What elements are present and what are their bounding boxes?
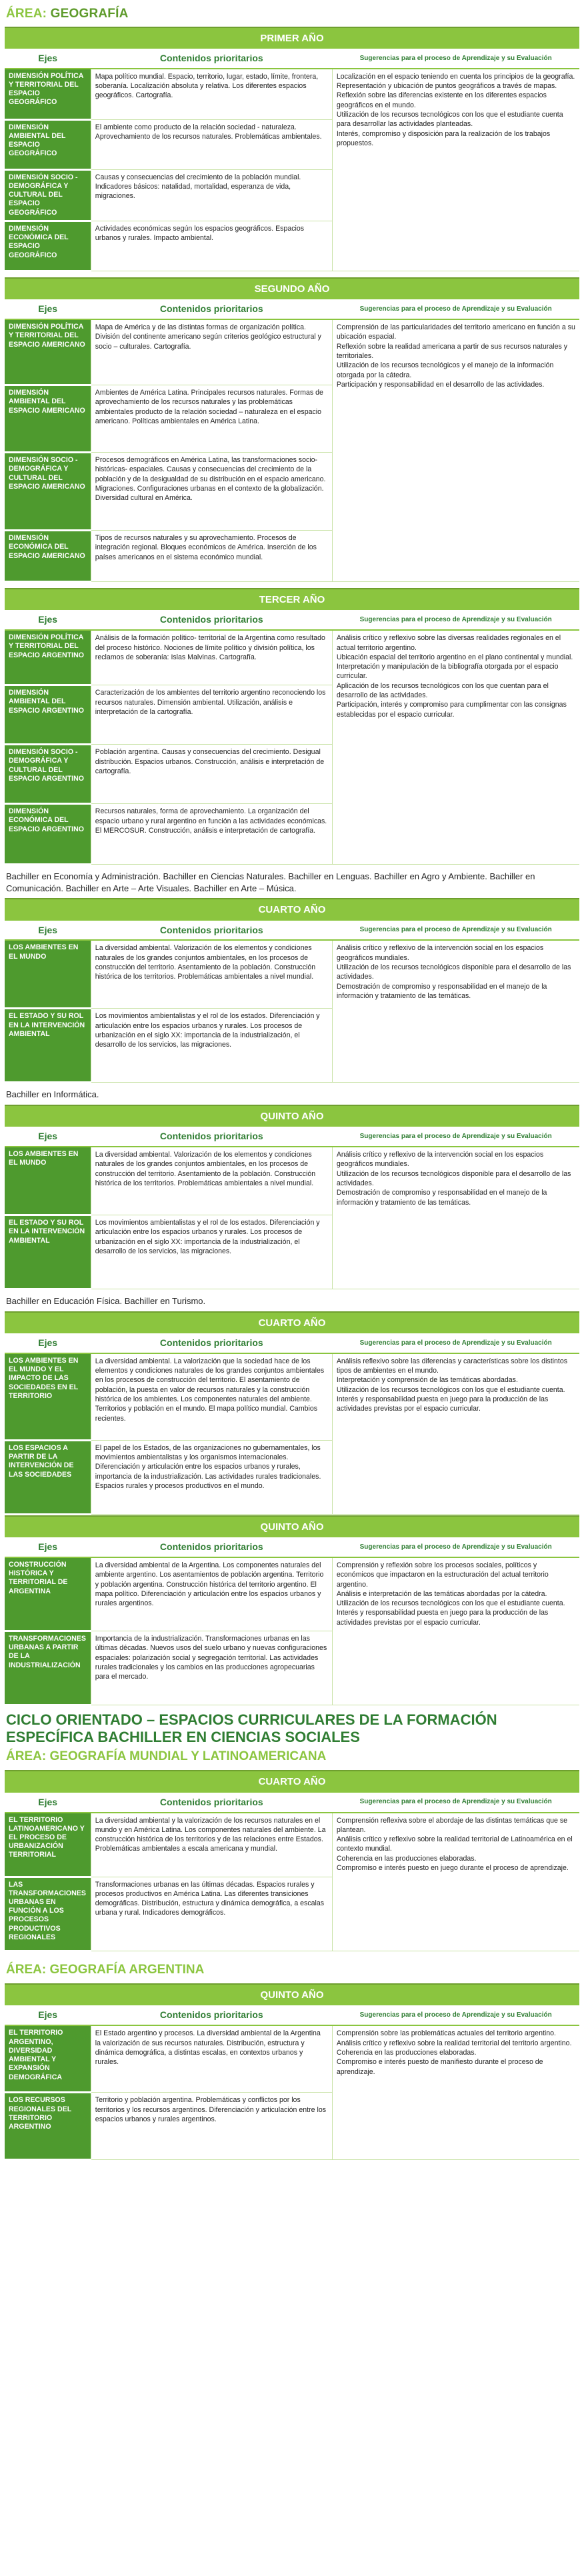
contenido-cell: El ambiente como producto de la relación sociedad - naturaleza. Aprovechamiento de los recursos naturales. Problemáticas ambientales. bbox=[91, 119, 332, 169]
year-band: CUARTO AÑO bbox=[5, 1770, 579, 1792]
note-bachilleres-3: Bachiller en Educación Física. Bachiller en Turismo. bbox=[6, 1296, 206, 1307]
table-row bbox=[5, 1147, 579, 1215]
sugerencias-cell: Análisis crítico y reflexivo de la intervención social en los espacios geográficos mundiales. Utilización de los recursos tecnológicos disponible para el desarrollo de las actividades. Demostración de compromiso y responsabilidad en el manejo de la información y tratamiento de las temáticas. bbox=[332, 1147, 579, 1289]
eje-cell: LOS AMBIENTES EN EL MUNDO Y EL IMPACTO DE LAS SOCIEDADES EN EL TERRITORIO bbox=[5, 1353, 91, 1441]
contenido-cell: La diversidad ambiental de la Argentina. Los componentes naturales del ambiente argentino. Los asentamientos de población argentina. Territorio y población argentina. Construcción histórica del territorio argentino. El mapa político. Diferenciación y articulación entre los espacios urbanos y rurales argentinos. bbox=[91, 1557, 332, 1631]
contenido-cell: Procesos demográficos en América Latina, las transformaciones socio- históricas- espaciales. Causas y consecuencias del crecimiento de la población y de la desigualdad de su distribución en el espacio americano. Migraciones. Configuraciones urbanas en el contexto de la globalización. Diversidad cultural en América. bbox=[91, 453, 332, 531]
contenido-cell: La diversidad ambiental y la valorización de los recursos naturales en el mundo y en América Latina. Los componentes naturales del ambiente. La construcción histórica de los territorios y de las relaciones entre Estados. Problemáticas ambientales a escala americana y mundial. bbox=[91, 1813, 332, 1877]
section-quinto-3 bbox=[5, 1983, 579, 2161]
col-header-contenidos: Contenidos prioritarios bbox=[91, 1127, 332, 1147]
eje-cell: LOS ESPACIOS A PARTIR DE LA INTERVENCIÓN DE LAS SOCIEDADES bbox=[5, 1440, 91, 1514]
eje-cell: DIMENSIÓN POLÍTICA Y TERRITORIAL DEL ESPACIO AMERICANO bbox=[5, 319, 91, 385]
contents-table bbox=[5, 1537, 579, 1706]
table-row bbox=[5, 630, 579, 685]
contenido-cell: Tipos de recursos naturales y su aprovechamiento. Procesos de integración regional. Bloques económicos de América. Inserción de los países americanos en el sistema económico mundial. bbox=[91, 531, 332, 582]
col-header-ejes: Ejes bbox=[5, 1333, 91, 1353]
table-row bbox=[5, 319, 579, 385]
contenido-cell: El papel de los Estados, de las organizaciones no gubernamentales, los movimientos ambientalistas y los organismos internacionales. Diferenciación y articulación entre los espacios urbanos y rurales, importancia de la industrialización. Las actividades rurales tradicionales. Espacios rurales y procesos productivos en el mundo. bbox=[91, 1440, 332, 1514]
year-band: QUINTO AÑO bbox=[5, 1983, 579, 2005]
contenido-cell: Análisis de la formación político- territorial de la Argentina como resultado del proceso histórico. Nociones de límite político y división política, los reclamos de soberanía: Islas Malvinas. Cartografía. bbox=[91, 630, 332, 685]
col-header-sugerencias: Sugerencias para el proceso de Aprendizaje y su Evaluación bbox=[332, 1537, 579, 1557]
sugerencias-cell: Comprensión reflexiva sobre el abordaje de las distintas temáticas que se plantean. Análisis crítico y reflexivo sobre la realidad territorial de Latinoamérica en el contexto mundial. Coherencia en las producciones elaboradas. Compromiso e interés puesto en juego durante el proceso de aprendizaje. bbox=[332, 1813, 579, 1951]
note-bachilleres-1: Bachiller en Economía y Administración. Bachiller en Ciencias Naturales. Bachiller en Lenguas. Bachiller en Agro y Ambiente. Bachiller en Comunicación. Bachiller en Arte – Arte Visuales. Bachiller en Arte – Música. bbox=[6, 871, 535, 893]
contenido-cell: Los movimientos ambientalistas y el rol de los estados. Diferenciación y articulación entre los espacios urbanos y rurales. Los procesos de urbanización en el siglo XX: importancia de la industrialización, el desarrollo de los servicios, las migraciones. bbox=[91, 1215, 332, 1289]
col-header-sugerencias: Sugerencias para el proceso de Aprendizaje y su Evaluación bbox=[332, 610, 579, 630]
contenido-cell: La diversidad ambiental. Valorización de los elementos y condiciones naturales de los grandes conjuntos ambientales, en los procesos de construcción del territorio. Asentamiento de la población. Construcción histórica de los territorios. Problemáticas ambientales a nivel mundial. bbox=[91, 1147, 332, 1215]
eje-cell: EL ESTADO Y SU ROL EN LA INTERVENCIÓN AMBIENTAL bbox=[5, 1009, 91, 1083]
area-title-3: ÁREA: GEOGRAFÍA ARGENTINA bbox=[6, 1962, 205, 1977]
section-cuarto-3 bbox=[5, 1770, 579, 1951]
col-header-sugerencias: Sugerencias para el proceso de Aprendizaje y su Evaluación bbox=[332, 49, 579, 69]
col-header-contenidos: Contenidos prioritarios bbox=[91, 49, 332, 69]
col-header-sugerencias: Sugerencias para el proceso de Aprendizaje y su Evaluación bbox=[332, 921, 579, 941]
table-row bbox=[5, 940, 579, 1009]
eje-cell: CONSTRUCCIÓN HISTÓRICA Y TERRITORIAL DE ARGENTINA bbox=[5, 1557, 91, 1631]
sugerencias-cell: Localización en el espacio teniendo en cuenta los principios de la geografía. Representación y ubicación de puntos geográficos a través de mapas. Reflexión sobre las diferencias existente en los diferentes espacios geográficos en el mundo. Utilización de los recursos tecnológicos con los que el estudiante cuenta para desarrollar las actividades planteadas. Interés, compromiso y disposición para la realización de los trabajos propuestos. bbox=[332, 69, 579, 271]
contenido-cell: Actividades económicas según los espacios geográficos. Espacios urbanos y rurales. Impacto ambiental. bbox=[91, 221, 332, 271]
col-header-sugerencias: Sugerencias para el proceso de Aprendizaje y su Evaluación bbox=[332, 1793, 579, 1813]
sugerencias-cell: Análisis reflexivo sobre las diferencias y características sobre los distintos tipos de ambientes en el mundo. Interpretación y comprensión de las temáticas abordadas. Utilización de los recursos tecnológicos con los que el estudiante cuenta. Interés y responsabilidad puesta en juego para la producción de las actividades previstas por el espacio curricular. bbox=[332, 1353, 579, 1515]
sugerencias-cell: Comprensión y reflexión sobre los procesos sociales, políticos y económicos que impactaron en la estructuración del actual territorio argentino. Análisis e interpretación de las temáticas abordadas por la cátedra. Utilización de los recursos tecnológicos con los que el estudiante cuenta. Interés y responsabilidad puesta en juego para la producción de las actividades previstas por el espacio curricular. bbox=[332, 1557, 579, 1705]
sugerencias-cell: Comprensión sobre las problemáticas actuales del territorio argentino. Análisis crítico y reflexivo sobre la realidad territorial del territorio argentino. Coherencia en las producciones elaboradas. Compromiso e interés puesto de manifiesto durante el proceso de aprendizaje. bbox=[332, 2025, 579, 2160]
col-header-contenidos: Contenidos prioritarios bbox=[91, 1333, 332, 1353]
sugerencias-cell: Análisis crítico y reflexivo de la intervención social en los espacios geográficos mundiales. Utilización de los recursos tecnológicos disponible para el desarrollo de las actividades. Demostración de compromiso y responsabilidad en el manejo de la información y tratamiento de las temáticas. bbox=[332, 940, 579, 1083]
contenido-cell: Mapa de América y de las distintas formas de organización política. División del continente americano según criterios geológico estructural y socio – culturales. Cartografía. bbox=[91, 319, 332, 385]
col-header-contenidos: Contenidos prioritarios bbox=[91, 1537, 332, 1557]
eje-cell: DIMENSIÓN SOCIO - DEMOGRÁFICA Y CULTURAL DEL ESPACIO AMERICANO bbox=[5, 453, 91, 531]
section-segundo bbox=[5, 277, 579, 583]
col-header-contenidos: Contenidos prioritarios bbox=[91, 921, 332, 941]
eje-cell: TRANSFORMACIONES URBANAS A PARTIR DE LA INDUSTRIALIZACIÓN bbox=[5, 1631, 91, 1705]
contents-table bbox=[5, 610, 579, 865]
eje-cell: DIMENSIÓN AMBIENTAL DEL ESPACIO AMERICANO bbox=[5, 385, 91, 453]
contents-table bbox=[5, 921, 579, 1084]
col-header-ejes: Ejes bbox=[5, 2005, 91, 2025]
contenido-cell: Importancia de la industrialización. Transformaciones urbanas en las últimas décadas. Nuevos usos del suelo urbano y nuevas configuraciones espaciales: polarización social y segregación territorial. Las actividades rurales tradicionales y los cambios en las producciones agropecuarias para el mercado. bbox=[91, 1631, 332, 1705]
eje-cell: EL TERRITORIO LATINOAMERICANO Y EL PROCESO DE URBANIZACIÓN TERRITORIAL bbox=[5, 1813, 91, 1877]
col-header-ejes: Ejes bbox=[5, 299, 91, 319]
eje-cell: LAS TRANSFORMACIONES URBANAS EN FUNCIÓN A LOS PROCESOS PRODUCTIVOS REGIONALES bbox=[5, 1877, 91, 1951]
table-row bbox=[5, 2025, 579, 2093]
col-header-contenidos: Contenidos prioritarios bbox=[91, 2005, 332, 2025]
year-band: SEGUNDO AÑO bbox=[5, 277, 579, 299]
eje-cell: DIMENSIÓN ECONÓMICA DEL ESPACIO GEOGRÁFICO bbox=[5, 221, 91, 271]
eje-cell: LOS AMBIENTES EN EL MUNDO bbox=[5, 940, 91, 1009]
note-bachilleres-2: Bachiller en Informática. bbox=[6, 1089, 99, 1100]
eje-cell: DIMENSIÓN SOCIO - DEMOGRÁFICA Y CULTURAL DEL ESPACIO GEOGRÁFICO bbox=[5, 169, 91, 221]
section-quinto-1 bbox=[5, 1105, 579, 1290]
section-primero bbox=[5, 27, 579, 272]
table-row bbox=[5, 69, 579, 120]
eje-cell: LOS RECURSOS REGIONALES DEL TERRITORIO ARGENTINO bbox=[5, 2093, 91, 2160]
eje-cell: DIMENSIÓN ECONÓMICA DEL ESPACIO ARGENTINO bbox=[5, 804, 91, 865]
col-header-sugerencias: Sugerencias para el proceso de Aprendizaje y su Evaluación bbox=[332, 1127, 579, 1147]
eje-cell: LOS AMBIENTES EN EL MUNDO bbox=[5, 1147, 91, 1215]
col-header-sugerencias: Sugerencias para el proceso de Aprendizaje y su Evaluación bbox=[332, 2005, 579, 2025]
col-header-contenidos: Contenidos prioritarios bbox=[91, 299, 332, 319]
eje-cell: EL ESTADO Y SU ROL EN LA INTERVENCIÓN AMBIENTAL bbox=[5, 1215, 91, 1289]
col-header-ejes: Ejes bbox=[5, 610, 91, 630]
table-row bbox=[5, 1813, 579, 1877]
contenido-cell: Los movimientos ambientalistas y el rol de los estados. Diferenciación y articulación entre los espacios urbanos y rurales. Los procesos de urbanización en el siglo XX: importancia de la industrialización, el desarrollo de los servicios, las migraciones. bbox=[91, 1009, 332, 1083]
sugerencias-cell: Comprensión de las particularidades del territorio americano en función a su ubicación espacial. Reflexión sobre la realidad americana a partir de sus recursos naturales y territoriales. Utilización de los recursos tecnológicos y el manejo de la información otorgada por la cátedra. Participación y responsabilidad en el desarrollo de las actividades. bbox=[332, 319, 579, 582]
col-header-contenidos: Contenidos prioritarios bbox=[91, 1793, 332, 1813]
eje-cell: DIMENSIÓN POLÍTICA Y TERRITORIAL DEL ESPACIO GEOGRÁFICO bbox=[5, 69, 91, 120]
col-header-ejes: Ejes bbox=[5, 1793, 91, 1813]
year-band: QUINTO AÑO bbox=[5, 1515, 579, 1537]
col-header-ejes: Ejes bbox=[5, 49, 91, 69]
section-cuarto-2 bbox=[5, 1311, 579, 1515]
contenido-cell: Mapa político mundial. Espacio, territorio, lugar, estado, límite, frontera, soberanía. Localización absoluta y relativa. Los diferentes espacios geográficos. Cartografía. bbox=[91, 69, 332, 120]
eje-cell: DIMENSIÓN SOCIO - DEMOGRÁFICA Y CULTURAL DEL ESPACIO ARGENTINO bbox=[5, 745, 91, 804]
year-band: CUARTO AÑO bbox=[5, 1311, 579, 1333]
table-row bbox=[5, 1353, 579, 1441]
eje-cell: DIMENSIÓN AMBIENTAL DEL ESPACIO GEOGRÁFICO bbox=[5, 119, 91, 169]
contenido-cell: Causas y consecuencias del crecimiento de la población mundial. Indicadores básicos: natalidad, mortalidad, esperanza de vida, migraciones. bbox=[91, 169, 332, 221]
contenido-cell: Ambientes de América Latina. Principales recursos naturales. Formas de aprovechamiento de los recursos naturales y las problemáticas ambientales producto de la relación sociedad – naturaleza en el espacio americano. Políticas ambientales en América Latina. bbox=[91, 385, 332, 453]
col-header-sugerencias: Sugerencias para el proceso de Aprendizaje y su Evaluación bbox=[332, 299, 579, 319]
ciclo-title: CICLO ORIENTADO – ESPACIOS CURRICULARES DE LA FORMACIÓN ESPECÍFICA BACHILLER EN CIENCIAS SOCIALES bbox=[6, 1711, 497, 1746]
contenido-cell: Población argentina. Causas y consecuencias del crecimiento. Desigual distribución. Espacios urbanos. Construcción, análisis e interpretación de cartografía. bbox=[91, 745, 332, 804]
contenido-cell: Caracterización de los ambientes del territorio argentino reconociendo los recursos naturales. Dimensión ambiental. Utilización, análisis e interpretación de la cartografía. bbox=[91, 685, 332, 745]
section-tercero bbox=[5, 588, 579, 865]
contenido-cell: La diversidad ambiental. Valorización de los elementos y condiciones naturales de los grandes conjuntos ambientales, en los procesos de construcción del territorio. Asentamiento de la población. Construcción histórica de los territorios. Problemáticas ambientales a nivel mundial. bbox=[91, 940, 332, 1009]
eje-cell: EL TERRITORIO ARGENTINO, DIVERSIDAD AMBIENTAL Y EXPANSIÓN DEMOGRÁFICA bbox=[5, 2025, 91, 2093]
table-row bbox=[5, 1557, 579, 1631]
contents-table bbox=[5, 2005, 579, 2161]
document bbox=[5, 0, 579, 2161]
area-title-2: ÁREA: GEOGRAFÍA MUNDIAL Y LATINOAMERICANA bbox=[6, 1749, 327, 1763]
contents-table bbox=[5, 1127, 579, 1290]
section-cuarto-1 bbox=[5, 898, 579, 1083]
sugerencias-cell: Análisis crítico y reflexivo sobre las diversas realidades regionales en el actual territorio argentino. Ubicación espacial del territorio argentino en el plano continental y mundial. Interpretación y manipulación de la bibliografía otorgada por el espacio curricular. Aplicación de los recursos tecnológicos con los que cuentan para el desarrollo de las actividades. Participación, interés y compromiso para cumplimentar con las consignas establecidas por el espacio curricular. bbox=[332, 630, 579, 865]
area-title: ÁREA: GEOGRAFÍA bbox=[6, 7, 129, 21]
contents-table bbox=[5, 299, 579, 583]
year-band: QUINTO AÑO bbox=[5, 1105, 579, 1127]
contents-table bbox=[5, 49, 579, 272]
year-band: TERCER AÑO bbox=[5, 588, 579, 610]
contents-table bbox=[5, 1793, 579, 1952]
contents-table bbox=[5, 1333, 579, 1515]
contenido-cell: Territorio y población argentina. Problemáticas y conflictos por los territorios y los recursos argentinos. Diferenciación y articulación entre los espacios urbanos y rurales argentinos. bbox=[91, 2093, 332, 2160]
contenido-cell: Recursos naturales, forma de aprovechamiento. La organización del espacio urbano y rural argentino en función a las actividades económicas. El MERCOSUR. Construcción, análisis e interpretación de cartografía. bbox=[91, 804, 332, 865]
eje-cell: DIMENSIÓN AMBIENTAL DEL ESPACIO ARGENTINO bbox=[5, 685, 91, 745]
col-header-ejes: Ejes bbox=[5, 1127, 91, 1147]
year-band: PRIMER AÑO bbox=[5, 27, 579, 49]
contenido-cell: El Estado argentino y procesos. La diversidad ambiental de la Argentina la valorización de sus recursos naturales. Distribución, estructura y dinámica demográfica, a distintas escalas, en contextos urbanos y rurales. bbox=[91, 2025, 332, 2093]
year-band: CUARTO AÑO bbox=[5, 898, 579, 920]
section-quinto-2 bbox=[5, 1515, 579, 1706]
contenido-cell: La diversidad ambiental. La valorización que la sociedad hace de los elementos y condiciones naturales de los grandes conjuntos ambientales en los procesos de construcción del territorio. El asentamiento de población, la puesta en valor de recursos naturales y la construcción histórica de los ambientes. Los componentes naturales del ambiente. Territorios y población en el mundo. El mapa político mundial. Cambios recientes. bbox=[91, 1353, 332, 1441]
col-header-sugerencias: Sugerencias para el proceso de Aprendizaje y su Evaluación bbox=[332, 1333, 579, 1353]
eje-cell: DIMENSIÓN POLÍTICA Y TERRITORIAL DEL ESPACIO ARGENTINO bbox=[5, 630, 91, 685]
col-header-ejes: Ejes bbox=[5, 921, 91, 941]
contenido-cell: Transformaciones urbanas en las últimas décadas. Espacios rurales y procesos productivos en América Latina. Las diferentes transiciones demográficas. Distribución, estructura y dinámica demográfica, a escalas urbana y rural. Indicadores demográficos. bbox=[91, 1877, 332, 1951]
eje-cell: DIMENSIÓN ECONÓMICA DEL ESPACIO AMERICANO bbox=[5, 531, 91, 582]
col-header-contenidos: Contenidos prioritarios bbox=[91, 610, 332, 630]
col-header-ejes: Ejes bbox=[5, 1537, 91, 1557]
